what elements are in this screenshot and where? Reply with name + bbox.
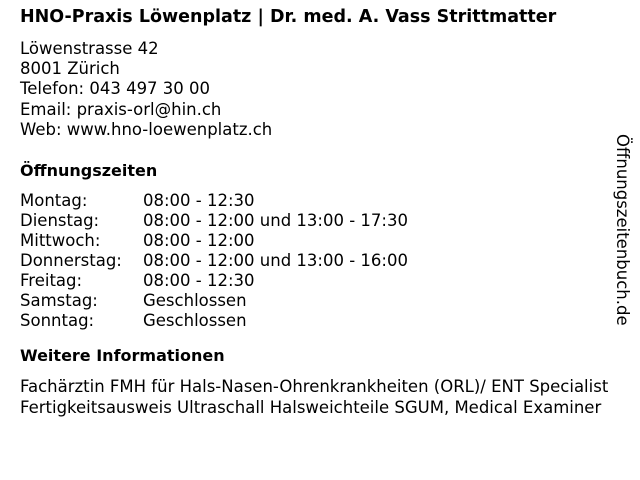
day-label: Dienstag: xyxy=(20,211,100,231)
page-title: HNO-Praxis Löwenplatz | Dr. med. A. Vass Strittmatter xyxy=(20,7,557,27)
time-value: 08:00 - 12:00 xyxy=(143,231,255,251)
day-label: Freitag: xyxy=(20,271,83,291)
specialty-text: Fachärztin FMH für Hals-Nasen-Ohrenkrankheiten (ORL)/ ENT Specialist xyxy=(20,377,609,397)
info-block xyxy=(20,376,632,418)
hours-row-tuesday xyxy=(20,211,620,231)
time-value: 08:00 - 12:00 und 13:00 - 17:30 xyxy=(143,211,408,231)
opening-hours-table xyxy=(20,191,620,331)
day-label: Samstag: xyxy=(20,291,98,311)
day-label: Mittwoch: xyxy=(20,231,101,251)
time-value: Geschlossen xyxy=(143,311,247,331)
time-value: 08:00 - 12:00 und 13:00 - 16:00 xyxy=(143,251,408,271)
watermark-text: Öffnungszeitenbuch.de xyxy=(613,134,632,326)
hours-row-monday xyxy=(20,191,620,211)
time-value: 08:00 - 12:30 xyxy=(143,271,255,291)
hours-row-saturday xyxy=(20,291,620,311)
web-text: Web: www.hno-loewenplatz.ch xyxy=(20,119,273,139)
info-heading: Weitere Informationen xyxy=(20,346,225,366)
day-label: Donnerstag: xyxy=(20,251,122,271)
city-address: 8001 Zürich xyxy=(20,59,120,79)
hours-row-sunday xyxy=(20,311,620,331)
certification-text: Fertigkeitsausweis Ultraschall Halsweichteile SGUM, Medical Examiner xyxy=(20,398,602,418)
phone-text: Telefon: 043 497 30 00 xyxy=(20,79,211,99)
hours-heading: Öffnungszeiten xyxy=(20,161,158,181)
hours-row-thursday xyxy=(20,251,620,271)
time-value: Geschlossen xyxy=(143,291,247,311)
street-address: Löwenstrasse 42 xyxy=(20,39,159,58)
day-label: Sonntag: xyxy=(20,311,95,331)
watermark-vertical xyxy=(612,134,634,364)
day-label: Montag: xyxy=(20,191,88,211)
email-text: Email: praxis-orl@hin.ch xyxy=(20,99,222,119)
time-value: 08:00 - 12:30 xyxy=(143,191,255,211)
address-block xyxy=(20,39,620,140)
hours-row-wednesday xyxy=(20,231,620,251)
hours-row-friday xyxy=(20,271,620,291)
practice-card xyxy=(20,0,620,418)
